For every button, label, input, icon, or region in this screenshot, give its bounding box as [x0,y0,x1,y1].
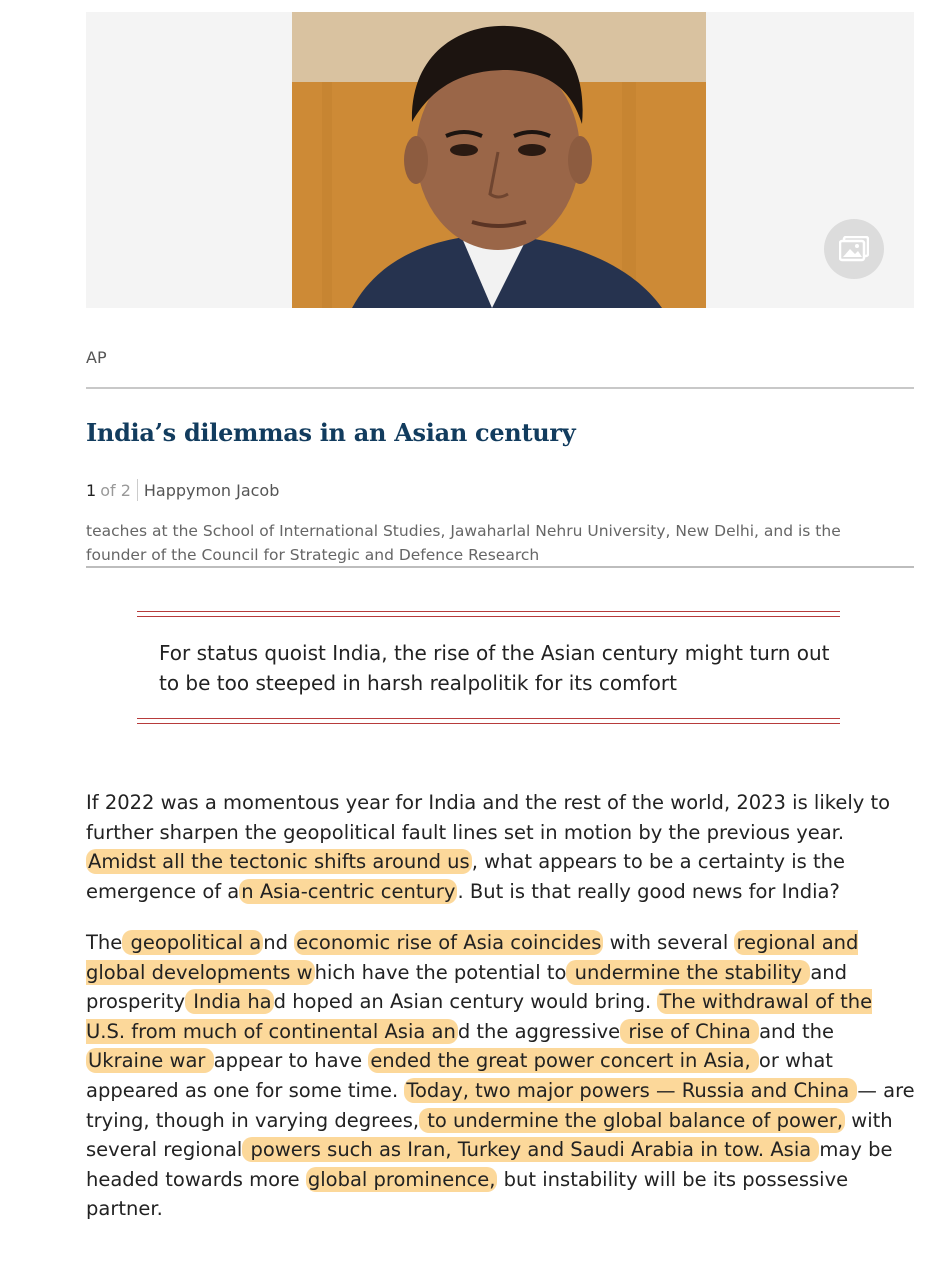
article-paragraph-2 [86,928,916,1224]
highlighted-text: undermine the stability [568,960,809,984]
highlighted-text: regional and global developments w [86,931,859,984]
pull-quote-bottom-rule [137,718,840,724]
highlighted-text: rise of China [622,1019,758,1043]
gallery-button[interactable] [824,219,884,279]
paragraph-text: and prosperity [86,960,848,1014]
highlighted-text: Ukraine war [88,1049,212,1073]
byline-separator [137,479,138,501]
pull-quote: For status quoist India, the rise of the Asian century might turn out to be too steeped in harsh realpolitik for its comfort [159,641,830,695]
portrait-illustration [292,12,706,308]
divider [86,566,914,568]
paragraph-text: d hoped an Asian century would bring. [273,990,658,1014]
paragraph-text: or what appeared as one for some time. [86,1049,833,1102]
paragraph-text: , what appears to be a certainty is the emergence of a [86,850,845,903]
author-bio: teaches at the School of International Studies, Jawaharlal Nehru University, New Delhi, and is the founder of the Council for Strategic and Defence Research [86,522,841,564]
paragraph-text: and the [759,1019,834,1043]
paragraph-text: hich have the potential to [314,960,567,984]
byline [86,479,279,501]
paragraph-text: If 2022 was a momentous year for India and the rest of the world, 2023 is likely to further sharpen the geopolitical fault lines set in motion by the previous year. [86,791,891,844]
photo-area [86,12,914,308]
highlighted-text: economic rise of Asia coincides [296,931,602,954]
author-name-link[interactable]: Happymon Jacob [143,480,280,500]
paragraph-text: . But is that really good news for India? [457,879,840,903]
divider [86,387,914,389]
author-pager-current: 1 [86,480,97,500]
paragraph-text: but instability will be its possessive partner. [86,1167,849,1221]
highlighted-text: India ha [187,990,272,1014]
highlighted-text: to undermine the global balance of power, [421,1108,844,1132]
paragraph-text: with several regional [86,1108,893,1162]
paragraph-text: with several [603,931,735,954]
article-paragraph-1 [86,788,916,906]
paragraph-text: — are trying, though in varying degrees, [86,1078,915,1132]
paragraph-text: nd [263,931,295,954]
highlighted-text: geopolitical a [124,931,262,954]
photo-credit: AP [86,348,107,367]
paragraph-text: d the aggressive [457,1019,621,1043]
highlighted-text: global prominence, [307,1167,496,1191]
highlighted-text: ended the great power concert in Asia, [370,1049,757,1073]
pull-quote-top-rule [137,611,840,617]
highlighted-text: powers such as Iran, Turkey and Saudi Arabia in tow. Asia [244,1138,818,1162]
highlighted-text: Amidst all the tectonic shifts around us [88,850,470,874]
paragraph-text: may be headed towards more [86,1138,893,1191]
paragraph-text: The [86,931,123,954]
highlighted-text: n Asia-centric century [241,879,456,903]
highlighted-text: The withdrawal of the U.S. from much of continental Asia an [86,990,873,1043]
image-gallery-icon [839,236,869,262]
article-headline: India’s dilemmas in an Asian century [86,418,576,447]
highlighted-text: Today, two major powers — Russia and China [406,1078,856,1102]
author-photo [292,12,706,308]
paragraph-text: appear to have [213,1049,369,1073]
author-pager-total: of 2 [100,480,131,500]
